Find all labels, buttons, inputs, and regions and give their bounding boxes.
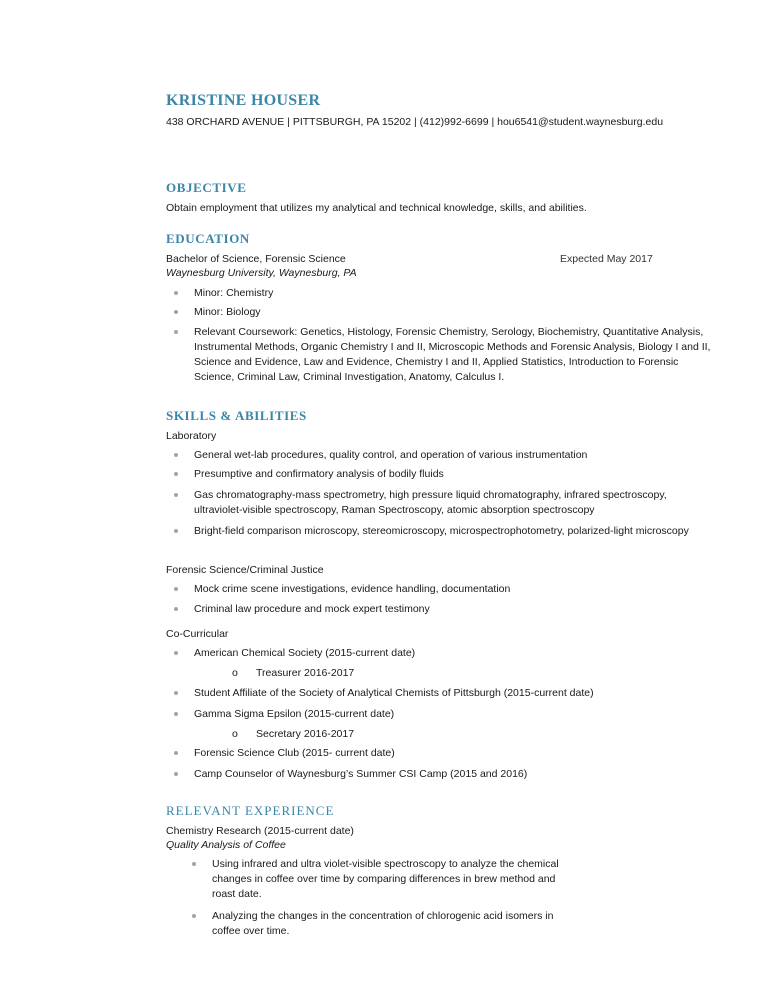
bullet-icon xyxy=(174,691,178,695)
list-item: American Chemical Society (2015-current date) xyxy=(174,646,718,661)
sub-bullet-marker: o xyxy=(232,667,238,679)
list-item: Minor: Biology xyxy=(174,305,714,320)
list-item: Mock crime scene investigations, evidence handling, documentation xyxy=(174,582,718,597)
experience-heading: RELEVANT EXPERIENCE xyxy=(166,803,335,818)
bullet-icon xyxy=(174,772,178,776)
list-item: Using infrared and ultra violet-visible spectroscopy to analyze the chemical changes in coffee over time by comparing differences in brew method and roast date. xyxy=(192,857,562,902)
objective-text: Obtain employment that utilizes my analytical and technical knowledge, skills, and abilities. xyxy=(166,202,587,214)
bullet-icon xyxy=(174,472,178,476)
bullet-icon xyxy=(174,587,178,591)
experience-title: Chemistry Research (2015-current date) xyxy=(166,825,354,837)
contact-line: 438 ORCHARD AVENUE | PITTSBURGH, PA 15202 | (412)992-6699 | hou6541@student.waynesburg.edu xyxy=(166,116,664,128)
objective-heading: OBJECTIVE xyxy=(166,180,247,195)
list-item: Minor: Chemistry xyxy=(174,286,714,301)
expected-date: Expected May 2017 xyxy=(560,253,653,265)
laboratory-label: Laboratory xyxy=(166,430,217,442)
list-item: Gas chromatography-mass spectrometry, high pressure liquid chromatography, infrared spectroscopy, ultraviolet-visible spectroscopy, Raman Spectroscopy, atomic absorption spectroscopy xyxy=(174,488,718,518)
school-text: Waynesburg University, Waynesburg, PA xyxy=(166,267,357,279)
sub-bullet-marker: o xyxy=(232,728,238,740)
list-item: Gamma Sigma Epsilon (2015-current date) xyxy=(174,707,718,722)
list-item: Forensic Science Club (2015- current date) xyxy=(174,746,718,761)
candidate-name: KRISTINE HOUSER xyxy=(166,92,321,109)
sub-list-item: o Treasurer 2016-2017 xyxy=(232,667,355,679)
cocurricular-label: Co-Curricular xyxy=(166,628,229,640)
bullet-icon xyxy=(174,330,178,334)
list-item: Camp Counselor of Waynesburg’s Summer CSI Camp (2015 and 2016) xyxy=(174,767,718,782)
bullet-icon xyxy=(174,310,178,314)
bullet-icon xyxy=(174,453,178,457)
list-item: Bright-field comparison microscopy, stereomicroscopy, microspectrophotometry, polarized-light microscopy xyxy=(174,524,718,539)
list-item: General wet-lab procedures, quality control, and operation of various instrumentation xyxy=(174,448,718,463)
bullet-icon xyxy=(174,493,178,497)
bullet-icon xyxy=(174,607,178,611)
project-title: Quality Analysis of Coffee xyxy=(166,839,286,851)
bullet-icon xyxy=(174,651,178,655)
degree-text: Bachelor of Science, Forensic Science xyxy=(166,253,346,265)
sub-list-item: o Secretary 2016-2017 xyxy=(232,728,355,740)
bullet-icon xyxy=(174,751,178,755)
list-item: Analyzing the changes in the concentration of chlorogenic acid isomers in coffee over time. xyxy=(192,909,562,939)
skills-heading: SKILLS & ABILITIES xyxy=(166,408,307,423)
list-item: Presumptive and confirmatory analysis of bodily fluids xyxy=(174,467,718,482)
list-item: Criminal law procedure and mock expert testimony xyxy=(174,602,718,617)
bullet-icon xyxy=(174,712,178,716)
list-item: Student Affiliate of the Society of Analytical Chemists of Pittsburgh (2015-current date) xyxy=(174,686,718,701)
bullet-icon xyxy=(192,862,196,866)
forensic-label: Forensic Science/Criminal Justice xyxy=(166,564,324,576)
list-item: Relevant Coursework: Genetics, Histology, Forensic Chemistry, Serology, Biochemistry, Quantitative Analysis, Instrumental Methods, Organic Chemistry I and II, Microscopic Methods and Forensic Analysis, Biology I and II, Science and Evidence, Law and Evidence, Chemistry I and II, Applied Statistics, Introduction to Forensic Science, Criminal Law, Criminal Investigation, Anatomy, Calculus I. xyxy=(174,325,714,385)
bullet-icon xyxy=(174,529,178,533)
bullet-icon xyxy=(192,914,196,918)
education-heading: EDUCATION xyxy=(166,231,250,246)
bullet-icon xyxy=(174,291,178,295)
